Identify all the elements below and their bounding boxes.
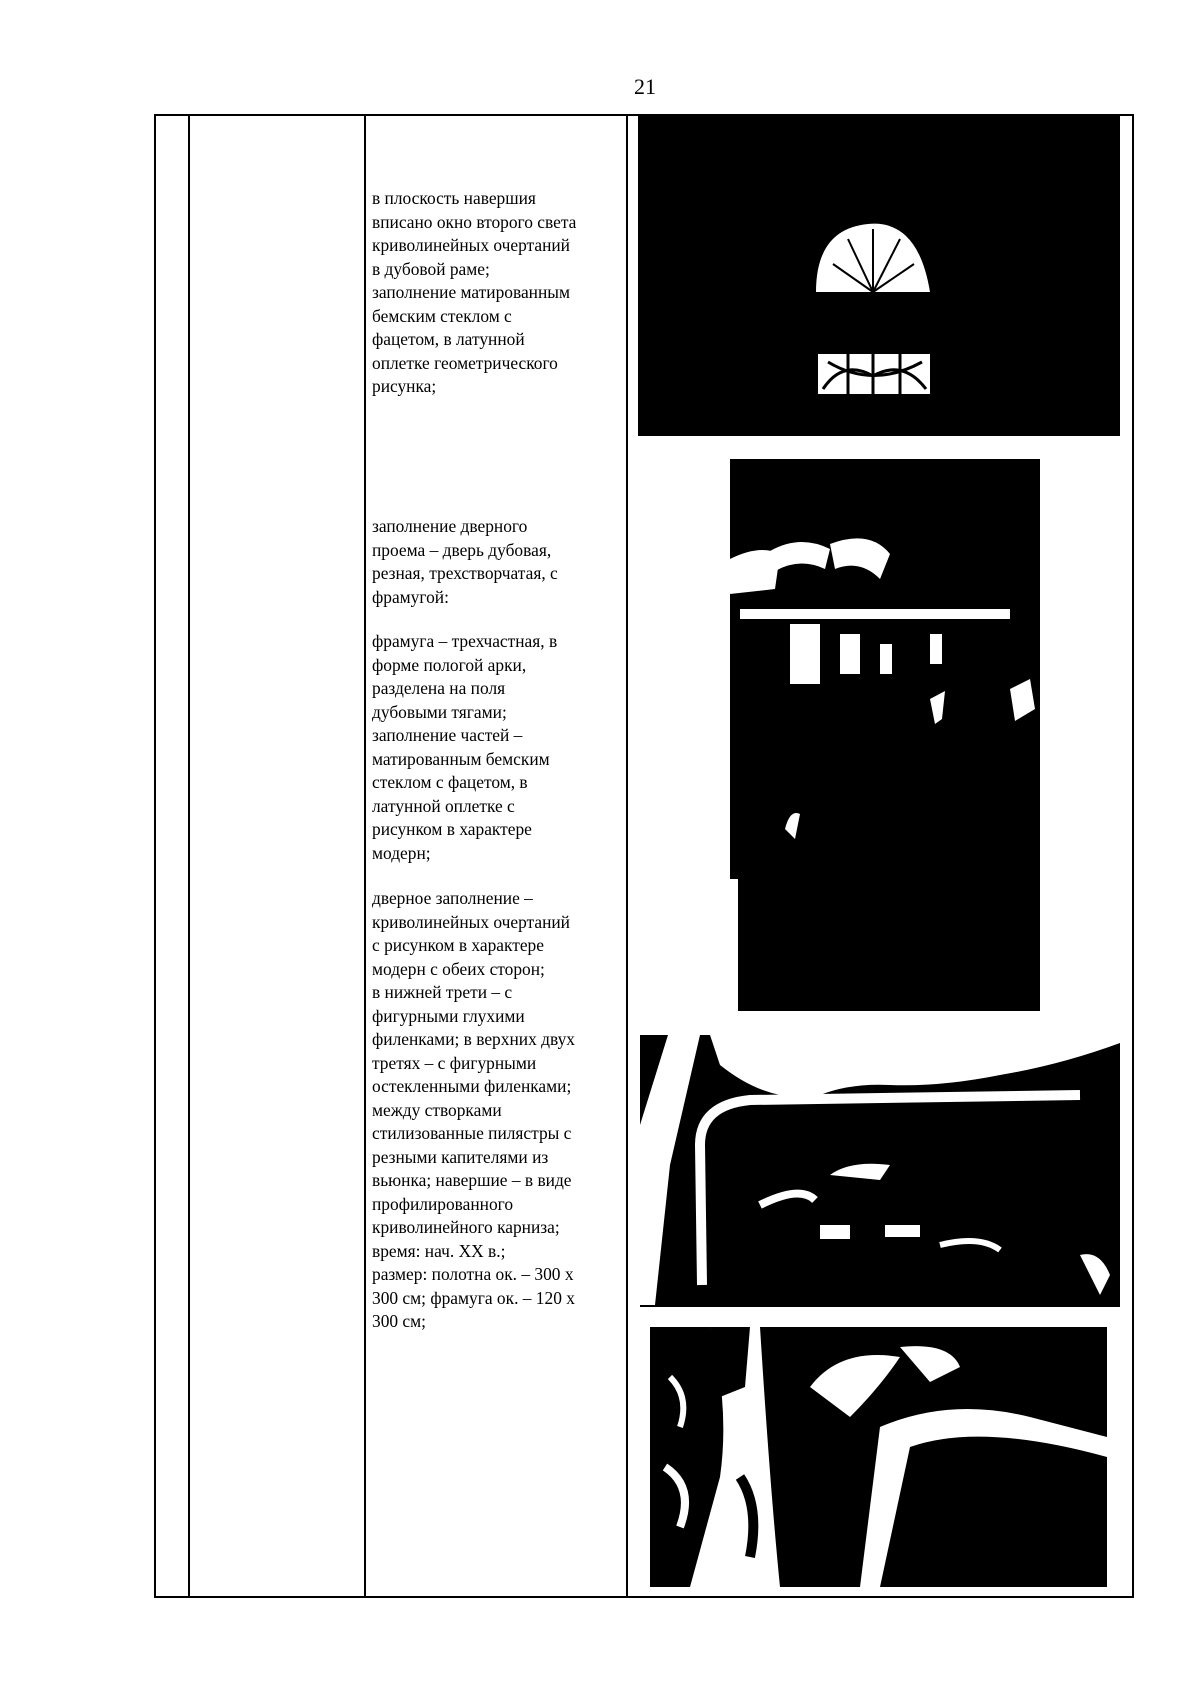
description-text-door [372,515,622,609]
photo-door-frame [640,1035,1120,1307]
photo-transom-interior [730,459,1040,1011]
description-text-transom [372,630,622,865]
column-divider-2 [364,116,366,1596]
photo-arched-window [638,114,1120,436]
description-text-window [372,187,622,399]
text-door-leaves: дверное заполнение – криволинейных очертаний с рисунком в характере модерн с обеих сторон; в нижней трети – с фигурными глухими филенками; в верхних двух третях – с фигурными остекленными филенками; между створками стилизованные пилястры с резными капителями из вьюнка; навершие – в виде профилированного криволинейного карниза; время: нач. XX в.; размер: полотна ок. – 300 х 300 см; фрамуга ок. – 120 х 300 см; [372,888,575,1331]
column-divider-3 [626,116,628,1596]
photo-carved-pilaster [650,1327,1107,1587]
page-number: 21 [634,74,656,99]
description-text-door-leaves [372,887,622,1334]
text-transom: фрамуга – трехчастная, в форме пологой арки, разделена на поля дубовыми тягами; заполнение частей – матированным бемским стеклом с фацетом, в латунной оплетке с рисунком в характере модерн; [372,631,558,863]
text-window-fill: в плоскость навершия вписано окно второго света криволинейных очертаний в дубовой раме; заполнение матированным бемским стеклом с фацетом, в латунной оплетке геометрического рисунка; [372,188,577,396]
column-divider-1 [188,116,190,1596]
text-door-opening: заполнение дверного проема – дверь дубовая, резная, трехстворчатая, с фрамугой: [372,516,558,607]
